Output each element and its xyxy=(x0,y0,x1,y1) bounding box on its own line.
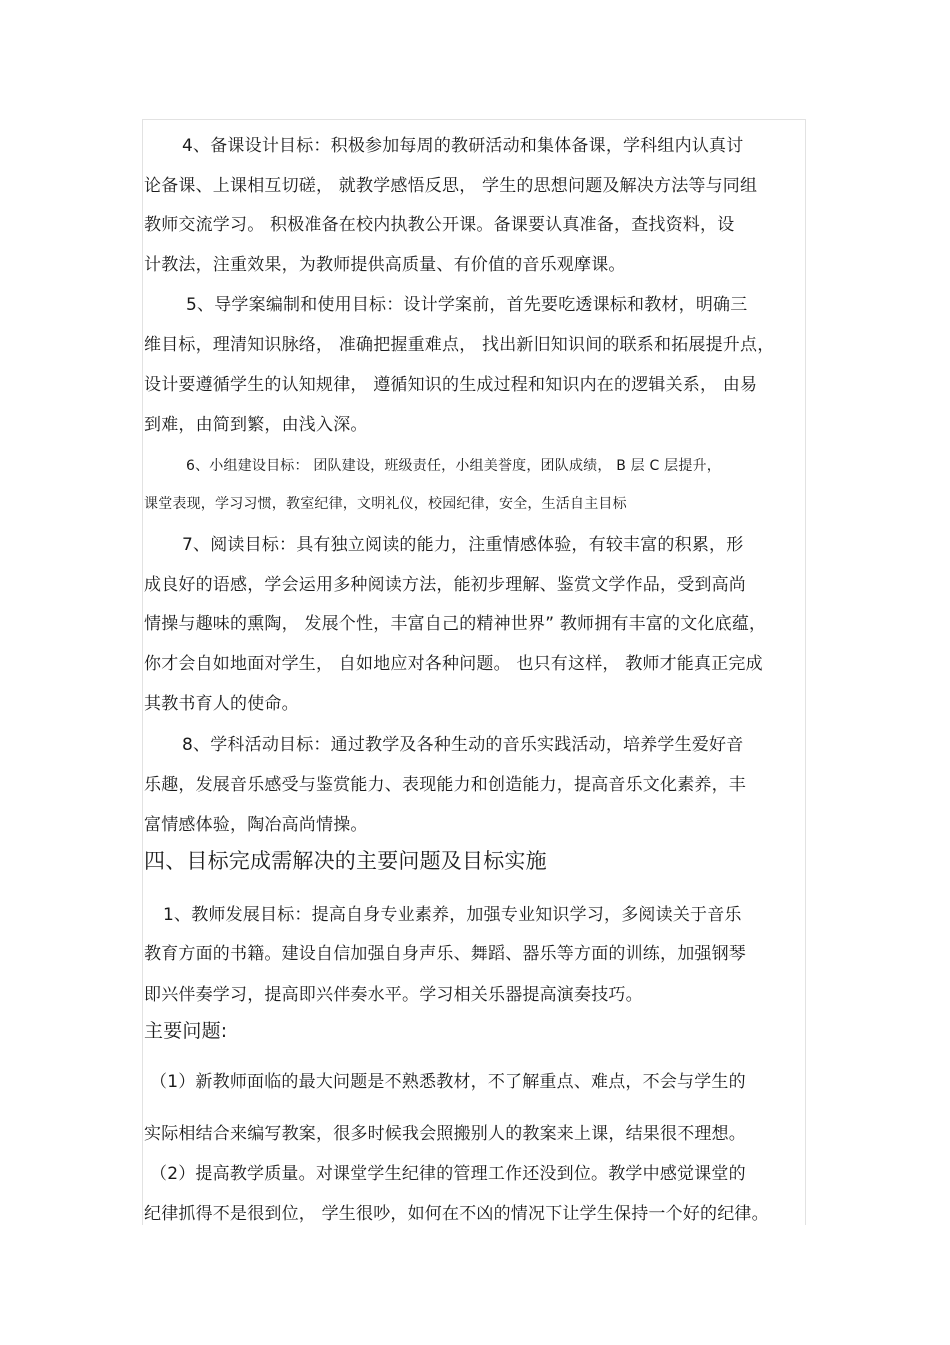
teacher-goal-line-3: 即兴伴奏学习，提高即兴伴奏水平。学习相关乐器提高演奏技巧。 xyxy=(144,985,643,1005)
paragraph-4-line-2: 论备课、上课相互切磋， 就教学感悟反思， 学生的思想问题及解决方法等与同组 xyxy=(144,176,758,196)
paragraph-7-line-4: 你才会自如地面对学生， 自如地应对各种问题。 也只有这样， 教师才能真正完成 xyxy=(144,654,763,674)
paragraph-6-line-1: 6、小组建设目标： 团队建设，班级责任，小组美誉度，团队成绩， B 层 C 层提升， xyxy=(186,458,721,474)
paragraph-4-line-4: 计教法，注重效果，为教师提供高质量、有价值的音乐观摩课。 xyxy=(144,255,626,275)
teacher-goal-line-1: 1、教师发展目标：提高自身专业素养，加强专业知识学习，多阅读关于音乐 xyxy=(163,905,742,925)
paragraph-7-line-5: 其教书育人的使命。 xyxy=(144,694,299,714)
teacher-goal-line-2: 教育方面的书籍。建设自信加强自身声乐、舞蹈、器乐等方面的训练，加强钢琴 xyxy=(144,944,746,964)
problem-2-line-2: 纪律抓得不是很到位， 学生很吵，如何在不凶的情况下让学生保持一个好的纪律。 xyxy=(144,1204,769,1224)
paragraph-7-line-1: 7、阅读目标：具有独立阅读的能力，注重情感体验，有较丰富的积累，形 xyxy=(182,535,744,555)
paragraph-5-line-2: 维目标，理清知识脉络， 准确把握重难点， 找出新旧知识间的联系和拓展提升点， xyxy=(144,335,775,355)
problem-1-line-1: （1）新教师面临的最大问题是不熟悉教材，不了解重点、难点，不会与学生的 xyxy=(150,1072,746,1092)
problem-2-line-1: （2）提高教学质量。对课堂学生纪律的管理工作还没到位。教学中感觉课堂的 xyxy=(150,1164,746,1184)
paragraph-4-line-3: 教师交流学习。 积极准备在校内执教公开课。备课要认真准备，查找资料，设 xyxy=(144,215,735,235)
paragraph-5-line-3: 设计要遵循学生的认知规律， 遵循知识的生成过程和知识内在的逻辑关系， 由易 xyxy=(144,375,758,395)
paragraph-8-line-3: 富情感体验，陶冶高尚情操。 xyxy=(144,815,368,835)
section-heading: 四、目标完成需解决的主要问题及目标实施 xyxy=(144,849,547,873)
paragraph-6-line-2: 课堂表现，学习习惯，教室纪律，文明礼仪，校园纪律，安全，生活自主目标 xyxy=(144,496,627,512)
paragraph-8-line-2: 乐趣，发展音乐感受与鉴赏能力、表现能力和创造能力，提高音乐文化素养，丰 xyxy=(144,775,746,795)
problem-1-line-2: 实际相结合来编写教案，很多时候我会照搬别人的教案来上课，结果很不理想。 xyxy=(144,1124,746,1144)
main-problems-label: 主要问题: xyxy=(144,1020,228,1042)
paragraph-7-line-3: 情操与趣味的熏陶， 发展个性，丰富自己的精神世界” 教师拥有丰富的文化底蕴， xyxy=(144,614,767,634)
paragraph-5-line-1: 5、导学案编制和使用目标：设计学案前，首先要吃透课标和教材，明确三 xyxy=(186,295,748,315)
paragraph-4-line-1: 4、备课设计目标：积极参加每周的教研活动和集体备课，学科组内认真讨 xyxy=(182,136,744,156)
paragraph-8-line-1: 8、学科活动目标：通过教学及各种生动的音乐实践活动，培养学生爱好音 xyxy=(182,735,744,755)
paragraph-5-line-4: 到难，由简到繁，由浅入深。 xyxy=(144,415,368,435)
paragraph-7-line-2: 成良好的语感，学会运用多种阅读方法，能初步理解、鉴赏文学作品，受到高尚 xyxy=(144,575,746,595)
